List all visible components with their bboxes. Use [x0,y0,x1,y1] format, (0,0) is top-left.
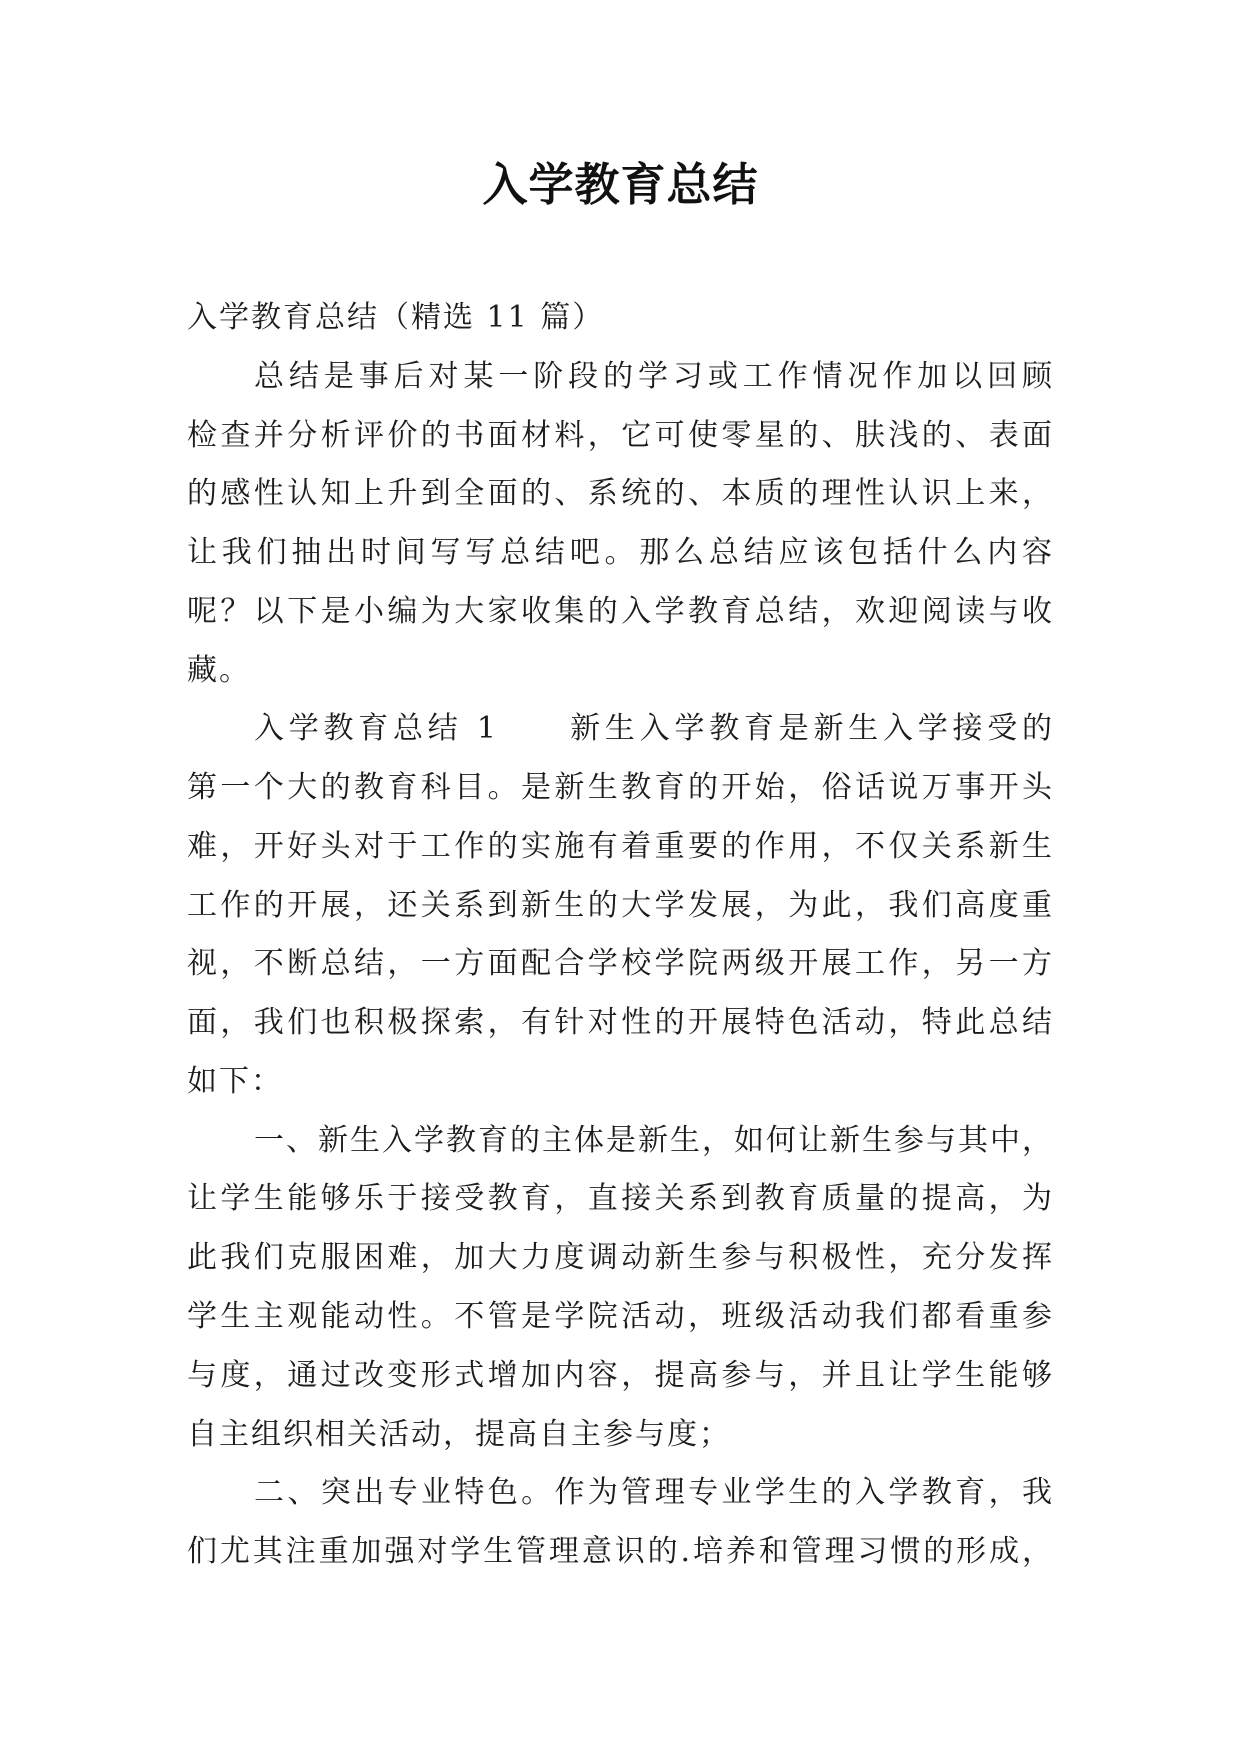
paragraph-line: 藏。 [187,652,251,688]
paragraph-line: 二、突出专业特色。作为管理专业学生的入学教育，我 [254,1475,1054,1511]
paragraph-line: 入学教育总结 1 新生入学教育是新生入学接受的 [254,711,1054,747]
paragraph-line: 第一个大的教育科目。是新生教育的开始，俗话说万事开头 [187,770,1054,806]
paragraph-line: 让我们抽出时间写写总结吧。那么总结应该包括什么内容 [187,535,1054,571]
document-body [187,289,1054,1582]
paragraph-summary-1 [187,700,1054,1111]
paragraph-point-1 [187,1112,1054,1465]
document-subtitle: 入学教育总结（精选 11 篇） [187,300,605,335]
paragraph-line: 学生主观能动性。不管是学院活动，班级活动我们都看重参 [187,1299,1054,1335]
paragraph-line: 呢？以下是小编为大家收集的入学教育总结，欢迎阅读与收 [187,593,1054,629]
paragraph-line: 工作的开展，还关系到新生的大学发展，为此，我们高度重 [187,887,1054,923]
paragraph-line: 与度，通过改变形式增加内容，提高参与，并且让学生能够 [187,1357,1054,1393]
page-title: 入学教育总结 [482,158,759,211]
paragraph-line: 的感性认知上升到全面的、系统的、本质的理性认识上来， [187,476,1054,512]
paragraph-line: 难，开好头对于工作的实施有着重要的作用，不仅关系新生 [187,828,1054,864]
paragraph-line: 检查并分析评价的书面材料，它可使零星的、肤浅的、表面 [187,417,1054,453]
paragraph-line: 视，不断总结，一方面配合学校学院两级开展工作，另一方 [187,946,1054,982]
paragraph-point-2 [187,1464,1054,1582]
paragraph-line: 面，我们也积极探索，有针对性的开展特色活动，特此总结 [187,1005,1054,1041]
paragraph-line: 一、新生入学教育的主体是新生，如何让新生参与其中， [254,1122,1054,1158]
paragraph-line: 让学生能够乐于接受教育，直接关系到教育质量的提高，为 [187,1181,1054,1217]
paragraph-line: 此我们克服困难，加大力度调动新生参与积极性，充分发挥 [187,1240,1054,1276]
paragraph-line: 总结是事后对某一阶段的学习或工作情况作加以回顾 [254,358,1054,394]
paragraph-intro [187,348,1054,701]
paragraph-line: 如下： [187,1063,283,1099]
paragraph-line: 自主组织相关活动，提高自主参与度； [187,1416,731,1452]
paragraph-line: 们尤其注重加强对学生管理意识的.培养和管理习惯的形成， [187,1534,1054,1570]
